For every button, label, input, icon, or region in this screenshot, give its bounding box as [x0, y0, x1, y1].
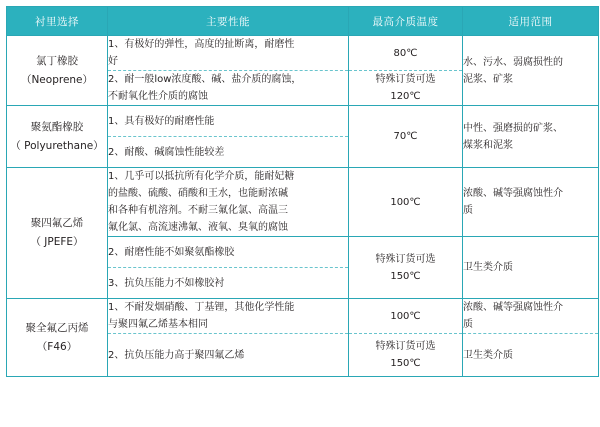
- cell-features: [108, 168, 349, 237]
- feature-line: 2、耐磨性能不如聚氨酯橡胶: [108, 246, 235, 258]
- temperature-line: 150℃: [390, 358, 421, 369]
- table-row: [7, 299, 599, 334]
- range-line: 泥浆、矿浆: [463, 73, 513, 85]
- cell-temperature: [349, 71, 463, 106]
- material-name-line2: （ Polyurethane）: [10, 139, 104, 152]
- temperature-line: 特殊订货可选: [375, 253, 436, 265]
- feature-line: 不耐氧化性介质的腐蚀: [108, 91, 208, 102]
- cell-temperature: [349, 299, 463, 334]
- material-name-line1: 聚全氟乙丙烯: [25, 321, 89, 334]
- range-line: 卫生类介质: [463, 349, 513, 361]
- temperature-line: 特殊订货可选: [375, 341, 436, 352]
- cell-features: [108, 334, 349, 377]
- table-header: [7, 7, 599, 36]
- table-row: [7, 106, 599, 137]
- cell-features: [108, 299, 349, 334]
- header-application-range: 适用范围: [463, 7, 599, 36]
- material-name-line1: 聚氨酯橡胶: [30, 120, 84, 133]
- range-line: 煤浆和泥浆: [463, 139, 513, 151]
- range-line: 卫生类介质: [463, 262, 513, 273]
- range-line: 浓酸、碱等强腐蚀性介: [463, 302, 563, 313]
- header-lining-selection: 衬里选择: [7, 7, 108, 36]
- header-main-performance: 主要性能: [108, 7, 349, 36]
- temperature-line: 80℃: [393, 47, 418, 59]
- cell-features: [108, 71, 349, 106]
- feature-line: 氟化氯、高流速沸氟、液氧、臭氧的腐蚀: [108, 222, 288, 233]
- range-line: 质: [463, 319, 473, 330]
- cell-application-range: [463, 237, 599, 299]
- range-line: 水、污水、弱腐损性的: [463, 56, 563, 68]
- material-name-line1: 聚四氟乙烯: [30, 217, 84, 229]
- temperature-line: 100℃: [390, 310, 421, 322]
- feature-line: 1、有极好的弹性，高度的扯断离，耐磨性: [108, 39, 295, 50]
- temperature-line: 150℃: [390, 270, 421, 282]
- material-name-line1: 氯丁橡胶: [36, 54, 78, 67]
- cell-application-range: [463, 299, 599, 334]
- cell-application-range: [463, 106, 599, 168]
- feature-line: 2、耐酸、碱腐蚀性能较差: [108, 146, 225, 158]
- table-row: [7, 36, 599, 71]
- feature-line: 1、具有极好的耐磨性能: [108, 115, 215, 127]
- cell-material-name: [7, 299, 108, 377]
- feature-line: 2、抗负压能力高于聚四氟乙烯: [108, 349, 245, 361]
- cell-application-range: [463, 36, 599, 106]
- cell-features: [108, 268, 349, 299]
- cell-application-range: [463, 334, 599, 377]
- table-row: [7, 168, 599, 237]
- feature-line: 2、耐一般low浓度酸、碱、盐介质的腐蚀，: [108, 74, 302, 85]
- feature-line: 3、抗负压能力不如橡胶衬: [108, 277, 225, 289]
- table-body: [7, 36, 599, 377]
- cell-features: [108, 137, 349, 168]
- cell-temperature: [349, 237, 463, 299]
- header-row: [7, 7, 599, 36]
- feature-line: 1、不耐发烟硝酸、丁基锂，其他化学性能: [108, 302, 295, 313]
- material-name-line2: （ JPEFE）: [30, 236, 84, 248]
- cell-temperature: [349, 334, 463, 377]
- feature-line: 好: [108, 56, 118, 67]
- temperature-line: 100℃: [390, 196, 421, 208]
- temperature-line: 70℃: [393, 131, 418, 142]
- cell-features: [108, 36, 349, 71]
- cell-temperature: [349, 36, 463, 71]
- range-line: 浓酸、碱等强腐蚀性介: [463, 188, 563, 199]
- range-line: 中性、强磨损的矿浆、: [463, 122, 563, 134]
- cell-features: [108, 237, 349, 268]
- temperature-line: 特殊订货可选: [375, 74, 436, 85]
- range-line: 质: [463, 205, 473, 216]
- temperature-line: 120℃: [390, 91, 421, 102]
- cell-material-name: [7, 36, 108, 106]
- cell-application-range: [463, 168, 599, 237]
- cell-temperature: [349, 168, 463, 237]
- material-name-line2: （Neoprene）: [20, 73, 94, 86]
- feature-line: 的盐酸、硫酸、硝酸和王水，也能耐浓碱: [108, 188, 288, 199]
- material-name-line2: （F46）: [36, 340, 78, 353]
- feature-line: 与聚四氟乙烯基本相同: [108, 319, 208, 330]
- cell-features: [108, 106, 349, 137]
- feature-line: 1、几乎可以抵抗所有化学介质，能耐妃糖: [108, 171, 295, 182]
- cell-material-name: [7, 168, 108, 299]
- lining-specification-table: [6, 6, 599, 377]
- cell-material-name: [7, 106, 108, 168]
- header-max-temperature: 最高介质温度: [349, 7, 463, 36]
- feature-line: 和各种有机溶剂。不耐三氟化氯、高温三: [108, 205, 288, 216]
- cell-temperature: [349, 106, 463, 168]
